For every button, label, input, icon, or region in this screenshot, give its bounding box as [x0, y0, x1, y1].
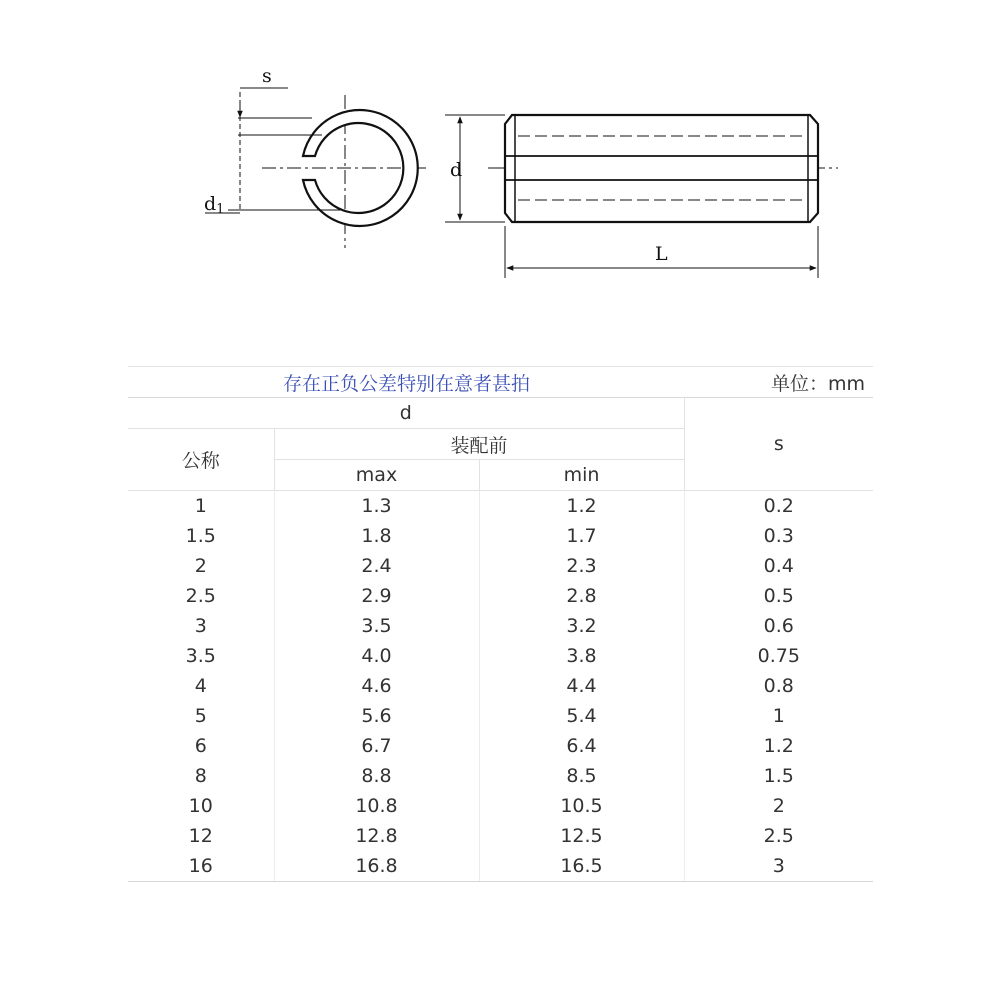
- cell-nominal: 3.5: [185, 645, 216, 667]
- side-view: [445, 115, 838, 278]
- label-d1: d1: [204, 193, 225, 217]
- cell-min: 1.2: [479, 491, 684, 522]
- technical-drawing: [0, 0, 1000, 340]
- table-row: [128, 671, 873, 701]
- table-row: [128, 491, 873, 522]
- cell-s: 0.6: [684, 611, 873, 641]
- cell-s: 0.3: [684, 521, 873, 551]
- cell-s: 0.2: [684, 491, 873, 522]
- header-min: min: [479, 460, 684, 491]
- cell-nominal: 1.5: [185, 525, 216, 547]
- cell-min: 16.5: [479, 851, 684, 882]
- table-row: [128, 611, 873, 641]
- cell-s: 0.75: [684, 641, 873, 671]
- cell-nominal: 8: [194, 765, 207, 787]
- header-nominal: 公称: [181, 450, 220, 472]
- cell-max: 8.8: [274, 761, 479, 791]
- cell-max: 2.9: [274, 581, 479, 611]
- cell-max: 2.4: [274, 551, 479, 581]
- cell-nominal: 5: [194, 705, 207, 727]
- cell-s: 1: [684, 701, 873, 731]
- cell-nominal: 2.5: [185, 585, 216, 607]
- cell-max: 4.6: [274, 671, 479, 701]
- label-s: s: [262, 65, 272, 87]
- cell-min: 3.8: [479, 641, 684, 671]
- cell-s: 0.8: [684, 671, 873, 701]
- header-before-assembly: 装配前: [274, 429, 684, 460]
- header-d: d: [128, 398, 684, 429]
- cell-s: 2: [684, 791, 873, 821]
- table-row: [128, 521, 873, 551]
- dimension-table: [128, 366, 873, 882]
- cell-nominal: 4: [194, 675, 207, 697]
- cell-nominal: 3: [194, 615, 207, 637]
- cell-s: 0.5: [684, 581, 873, 611]
- header-max: max: [274, 460, 479, 491]
- table-row: [128, 761, 873, 791]
- cell-max: 6.7: [274, 731, 479, 761]
- cell-min: 8.5: [479, 761, 684, 791]
- cell-max: 3.5: [274, 611, 479, 641]
- cell-s: 0.4: [684, 551, 873, 581]
- table-row: [128, 851, 873, 882]
- cell-s: 1.5: [684, 761, 873, 791]
- table-row: [128, 551, 873, 581]
- cell-nominal: 1: [128, 491, 274, 522]
- table-row: [128, 821, 873, 851]
- cell-min: 2.8: [479, 581, 684, 611]
- cell-nominal: 16: [128, 851, 274, 882]
- label-d: d: [450, 159, 463, 181]
- cell-s: 2.5: [684, 821, 873, 851]
- cell-nominal: 12: [188, 825, 213, 847]
- cell-min: 6.4: [479, 731, 684, 761]
- cell-min: 2.3: [479, 551, 684, 581]
- table-row: [128, 581, 873, 611]
- label-L: L: [655, 243, 668, 265]
- cell-min: 10.5: [479, 791, 684, 821]
- tolerance-note: 存在正负公差特别在意者甚拍: [128, 367, 684, 398]
- cell-max: 4.0: [274, 641, 479, 671]
- cell-min: 1.7: [479, 521, 684, 551]
- cell-max: 16.8: [274, 851, 479, 882]
- cell-max: 5.6: [274, 701, 479, 731]
- cell-max: 10.8: [274, 791, 479, 821]
- cell-min: 4.4: [479, 671, 684, 701]
- cell-max: 1.3: [274, 491, 479, 522]
- cell-max: 1.8: [274, 521, 479, 551]
- unit-label: 单位：mm: [684, 367, 873, 398]
- table-row: [128, 701, 873, 731]
- cell-max: 12.8: [274, 821, 479, 851]
- table-row: [128, 641, 873, 671]
- cell-nominal: 6: [194, 735, 207, 757]
- cell-min: 5.4: [479, 701, 684, 731]
- header-s: s: [684, 398, 873, 491]
- cell-nominal: 10: [188, 795, 213, 817]
- cell-nominal: 2: [194, 555, 207, 577]
- end-view: [205, 88, 430, 248]
- cell-s: 1.2: [684, 731, 873, 761]
- table-row: [128, 791, 873, 821]
- cell-min: 12.5: [479, 821, 684, 851]
- cell-min: 3.2: [479, 611, 684, 641]
- table-row: [128, 731, 873, 761]
- cell-s: 3: [684, 851, 873, 882]
- table-body: [128, 491, 873, 882]
